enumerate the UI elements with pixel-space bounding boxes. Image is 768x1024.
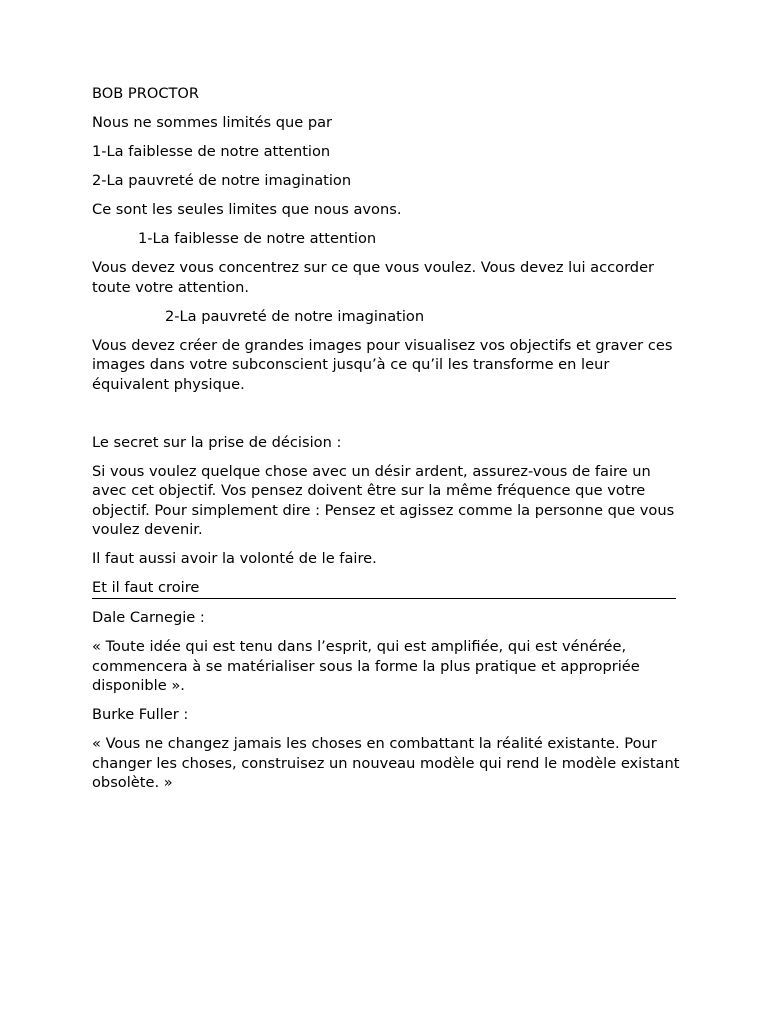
believe-paragraph: Et il faut croire — [92, 578, 676, 599]
will-paragraph: Il faut aussi avoir la volonté de le faire. — [92, 550, 377, 567]
section-body-attention: Vous devez vous concentrez sur ce que vous voulez. Vous devez lui accorder toute votre attention. — [92, 259, 655, 296]
section-heading-attention: 1-La faiblesse de notre attention — [138, 230, 377, 247]
carnegie-quote: « Toute idée qui est tenu dans l’esprit, qui est amplifiée, qui est vénérée, commencera à se matérialiser sous la forme la plus pratique et appropriée disponible ». — [92, 638, 640, 694]
decision-paragraph: Si vous voulez quelque chose avec un désir ardent, assurez-vous de faire un avec cet objectif. Vos pensez doivent être sur la même fréquence que votre objectif. Pour simplement dire : Pensez et agissez comme la personne que vous voulez devenir. — [92, 462, 675, 538]
limits-paragraph: Ce sont les seules limites que nous avons. — [92, 201, 402, 218]
section-body-imagination: Vous devez créer de grandes images pour visualisez vos objectifs et graver ces images dans votre subconscient jusqu’à ce qu’il les transforme en leur équivalent physique. — [92, 336, 673, 393]
fuller-label: Burke Fuller : — [92, 706, 189, 723]
document-title: BOB PROCTOR — [92, 85, 200, 102]
blank-line — [92, 404, 682, 433]
carnegie-label: Dale Carnegie : — [92, 609, 205, 626]
decision-heading: Le secret sur la prise de décision : — [92, 433, 342, 451]
intro-paragraph: Nous ne sommes limités que par — [92, 114, 333, 131]
list-item-imagination: 2-La pauvreté de notre imagination — [92, 172, 352, 189]
list-item-attention: 1-La faiblesse de notre attention — [92, 143, 331, 160]
document-page — [92, 84, 682, 802]
section-heading-imagination: 2-La pauvreté de notre imagination — [165, 307, 425, 325]
fuller-quote: « Vous ne changez jamais les choses en combattant la réalité existante. Pour changer les choses, construisez un nouveau modèle qui rend le modèle existant obsolète. » — [92, 735, 680, 791]
